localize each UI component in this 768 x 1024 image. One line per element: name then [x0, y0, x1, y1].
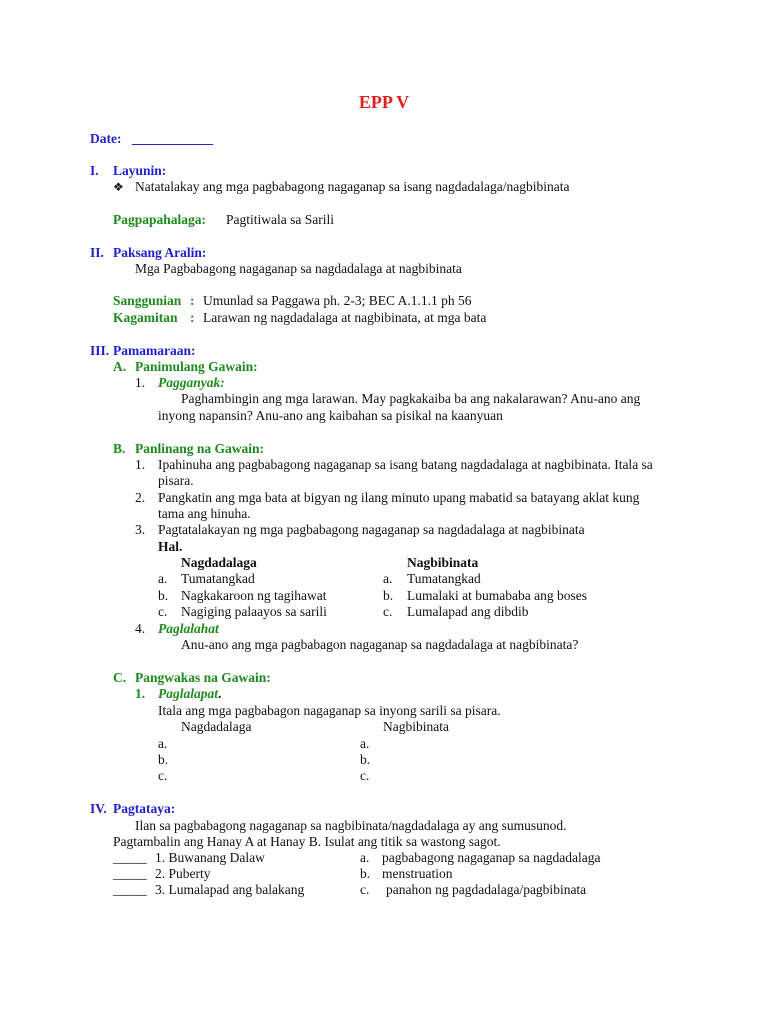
answer-blank: _____: [113, 866, 147, 881]
paglalapat-text: Itala ang mga pagbabagon nagaganap sa inyong sarili sa pisara.: [158, 703, 501, 718]
kagamitan-colon: :: [190, 310, 195, 325]
section-2-number: II.: [90, 245, 104, 260]
list-item-text: Ipahinuha ang pagbabagong nagaganap sa isang batang nagdadalaga at nagbibinata. Itala sa: [158, 457, 653, 472]
panimulang-gawain-heading: Panimulang Gawain:: [135, 359, 258, 374]
sanggunian-value: Umunlad sa Paggawa ph. 2-3; BEC A.1.1.1 ph 56: [203, 293, 472, 308]
hanay-a-item: 1. Buwanang Dalaw: [155, 850, 265, 865]
pagtataya-line-2: Pagtambalin ang Hanay A at Hanay B. Isulat ang titik sa wastong sagot.: [113, 834, 501, 849]
example-text: Lumalaki at bumababa ang boses: [407, 588, 587, 603]
paksang-aralin-heading: Paksang Aralin:: [113, 245, 207, 260]
sanggunian-colon: :: [190, 293, 195, 308]
paglalapat-number: 1.: [135, 686, 146, 701]
nagbibinata-header: Nagbibinata: [407, 555, 479, 570]
example-text: Nagiging palaayos sa sarili: [181, 604, 327, 619]
answer-letter: c.: [158, 768, 168, 783]
paglalapat-title-wrap: [158, 686, 221, 702]
answer-blank: _____: [113, 882, 147, 897]
list-item-text: Pangkatin ang mga bata at bigyan ng ilang minuto upang mabatid sa batayang aklat kung: [158, 490, 640, 505]
answer-letter: c.: [360, 768, 370, 783]
pagtataya-heading: Pagtataya:: [113, 801, 176, 816]
example-letter: a.: [383, 571, 393, 586]
paglalapat-dot: .: [218, 686, 222, 701]
kagamitan-value: Larawan ng nagdadalaga at nagbibinata, at mga bata: [203, 310, 487, 325]
example-text: Lumalapad ang dibdib: [407, 604, 529, 619]
example-text: Tumatangkad: [181, 571, 255, 586]
pamamaraan-heading: Pamamaraan:: [113, 343, 196, 358]
panlinang-gawain-heading: Panlinang na Gawain:: [135, 441, 265, 456]
list-item-text: Pagtatalakayan ng mga pagbabagong nagaganap sa nagdadalaga at nagbibinata: [158, 522, 585, 537]
hanay-b-item: menstruation: [382, 866, 453, 881]
subsection-b-letter: B.: [113, 441, 126, 456]
example-letter: c.: [158, 604, 168, 619]
bullet-icon: ❖: [113, 180, 124, 194]
paglalapat-col2-header: Nagbibinata: [383, 719, 449, 734]
answer-letter: a.: [158, 736, 168, 751]
answer-letter: a.: [360, 736, 370, 751]
hanay-b-letter: b.: [360, 866, 371, 881]
example-letter: a.: [158, 571, 168, 586]
pagpapahalaga-label: Pagpapahalaga:: [113, 212, 207, 227]
page-title: EPP V: [358, 92, 410, 112]
hanay-a-item: 3. Lumalapad ang balakang: [155, 882, 305, 897]
paglalahat-text: Anu-ano ang mga pagbabagon nagaganap sa nagdadalaga at nagbibinata?: [181, 637, 579, 652]
hanay-b-letter: c.: [360, 882, 370, 897]
paksang-aralin-text: Mga Pagbabagong nagaganap sa nagdadalaga at nagbibinata: [135, 261, 462, 276]
paglalahat-number: 4.: [135, 621, 146, 636]
example-letter: c.: [383, 604, 393, 619]
hanay-b-letter: a.: [360, 850, 370, 865]
answer-letter: b.: [158, 752, 169, 767]
subsection-a-letter: A.: [113, 359, 127, 374]
pagtataya-line-1: Ilan sa pagbabagong nagaganap sa nagbibinata/nagdadalaga ay ang sumusunod.: [135, 818, 567, 833]
pangwakas-gawain-heading: Pangwakas na Gawain:: [135, 670, 271, 685]
pagpapahalaga-value: Pagtitiwala sa Sarili: [226, 212, 334, 227]
layunin-item: Natatalakay ang mga pagbabagong nagaganap sa isang nagdadalaga/nagbibinata: [135, 179, 570, 194]
sanggunian-label: Sanggunian: [113, 293, 182, 308]
subsection-c-letter: C.: [113, 670, 127, 685]
layunin-heading: Layunin:: [113, 163, 167, 178]
example-text: Tumatangkad: [407, 571, 481, 586]
list-item-number: 2.: [135, 490, 146, 505]
hanay-b-item: pagbabagong nagaganap sa nagdadalaga: [382, 850, 601, 865]
pagganyak-number: 1.: [135, 375, 146, 390]
date-label: Date:: [90, 131, 122, 146]
paglalapat-col1-header: Nagdadalaga: [181, 719, 252, 734]
answer-letter: b.: [360, 752, 371, 767]
list-item-number: 1.: [135, 457, 146, 472]
list-item-text: tama ang hinuha.: [158, 506, 251, 521]
section-3-number: III.: [90, 343, 110, 358]
example-text: Nagkakaroon ng tagihawat: [181, 588, 327, 603]
date-blank: ____________: [132, 131, 213, 146]
pagganyak-line-2: inyong napansin? Anu-ano ang kaibahan sa pisikal na kaanyuan: [158, 408, 503, 423]
list-item-text: pisara.: [158, 473, 194, 488]
example-letter: b.: [383, 588, 394, 603]
pagganyak-line-1: Paghambingin ang mga larawan. May pagkakaiba ba ang nakalarawan? Anu-ano ang: [181, 391, 641, 406]
paglalahat-title: Paglalahat: [158, 621, 219, 636]
pagganyak-title: Pagganyak:: [158, 375, 225, 390]
section-4-number: IV.: [90, 801, 107, 816]
answer-blank: _____: [113, 850, 147, 865]
list-item-number: 3.: [135, 522, 146, 537]
example-letter: b.: [158, 588, 169, 603]
hanay-b-item: panahon ng pagdadalaga/pagbibinata: [386, 882, 587, 897]
hal-label: Hal.: [158, 539, 183, 554]
hanay-a-item: 2. Puberty: [155, 866, 211, 881]
section-1-number: I.: [90, 163, 99, 178]
nagdadalaga-header: Nagdadalaga: [181, 555, 257, 570]
paglalapat-title: Paglalapat: [158, 686, 218, 701]
kagamitan-label: Kagamitan: [113, 310, 178, 325]
